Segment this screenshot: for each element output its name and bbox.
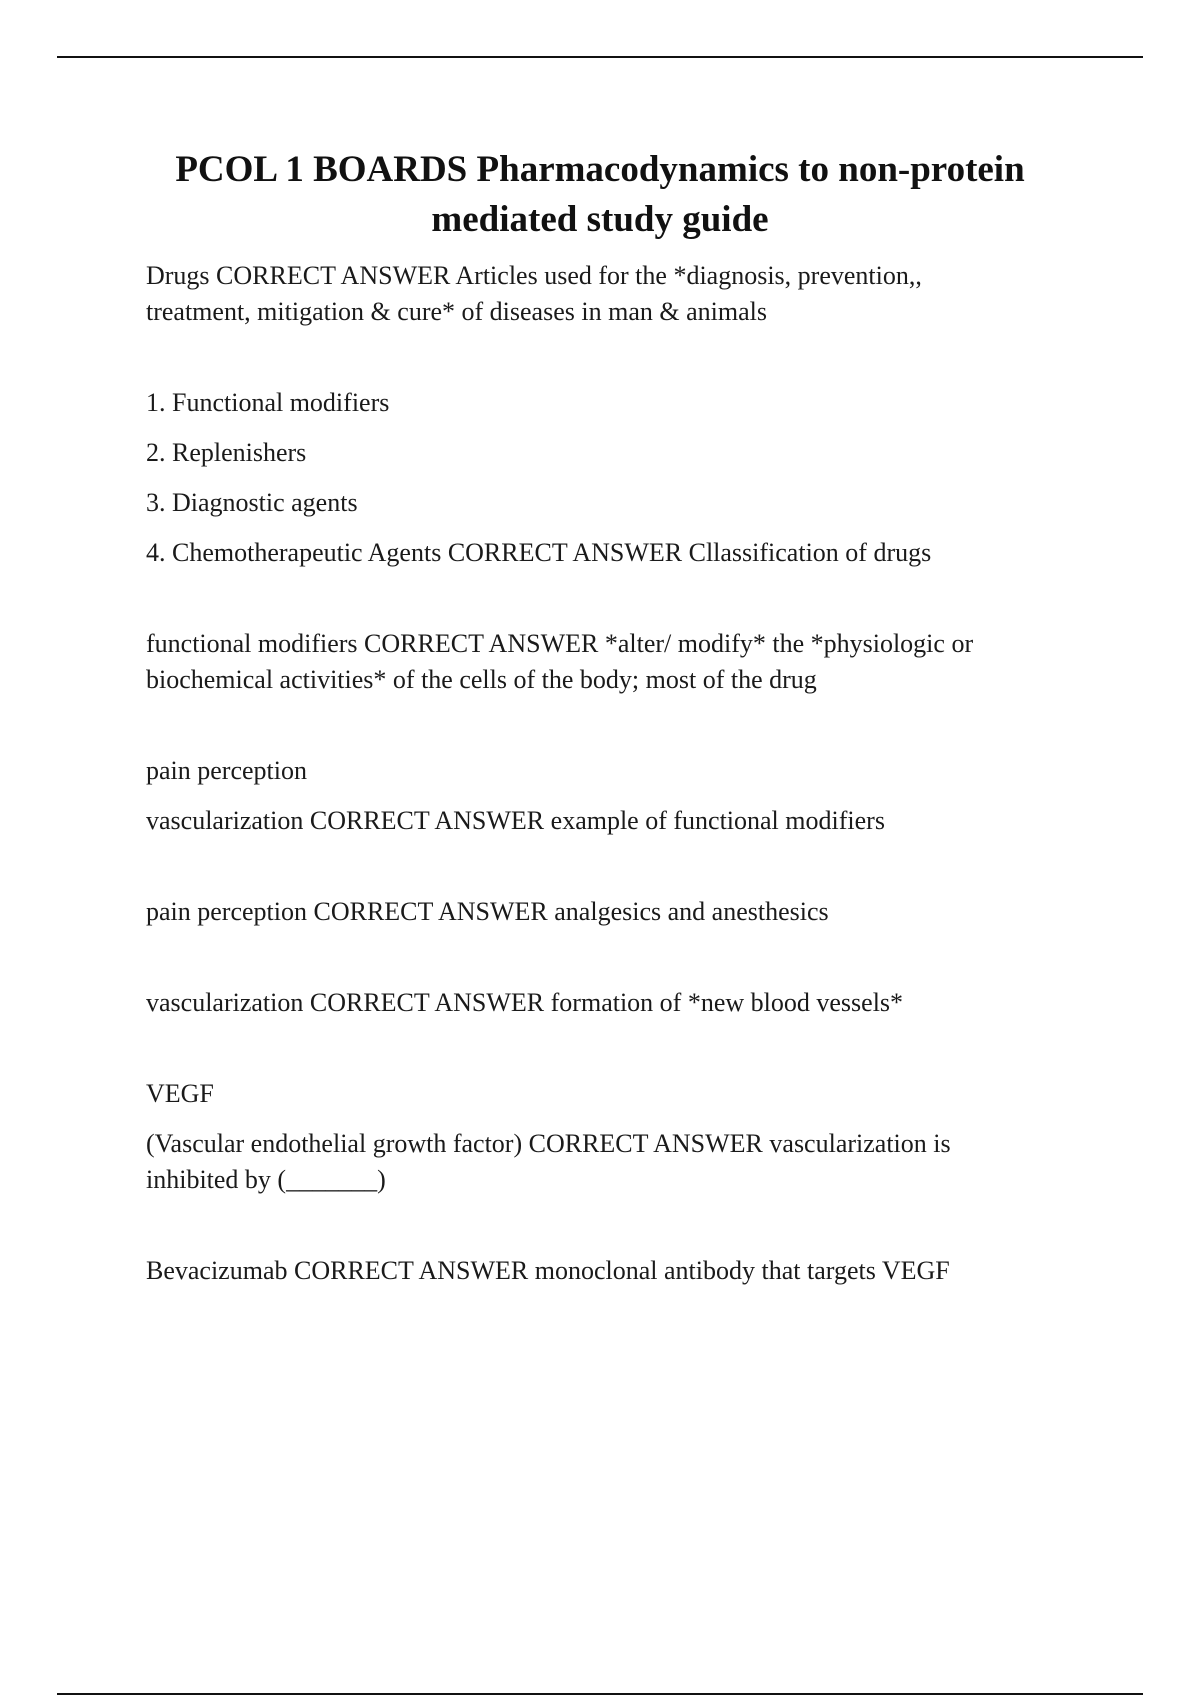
entry-bevacizumab [146,1253,1086,1289]
entry-text: (Vascular endothelial growth factor) CORRECT ANSWER vascularization is [146,1129,951,1158]
entry-text: treatment, mitigation & cure* of diseases in man & animals [146,297,767,326]
list-item: 3. Diagnostic agents [146,488,358,517]
list-item: 2. Replenishers [146,438,307,467]
document-body [146,258,1086,1289]
entry-text: functional modifiers CORRECT ANSWER *alter/ modify* the *physiologic or [146,629,974,658]
entry-drugs [146,258,1086,330]
entry-vascularization [146,985,1086,1021]
top-rule [57,56,1143,58]
entry-text: Drugs CORRECT ANSWER Articles used for the *diagnosis, prevention,, [146,261,922,290]
entry-text: Bevacizumab CORRECT ANSWER monoclonal antibody that targets VEGF [146,1256,950,1285]
title-line-2: mediated study guide [431,199,769,240]
page-title [100,145,1100,245]
entry-functional-modifiers [146,626,1086,698]
entry-text: vascularization CORRECT ANSWER formation of *new blood vessels* [146,988,904,1017]
entry-text: pain perception [146,756,307,785]
entry-text: VEGF [146,1079,214,1108]
entry-text: pain perception CORRECT ANSWER analgesics and anesthesics [146,897,829,926]
bottom-rule [57,1693,1143,1695]
entry-functional-modifier-examples [146,753,1086,839]
list-item: 4. Chemotherapeutic Agents CORRECT ANSWER Cllassification of drugs [146,538,932,567]
entry-pain-perception [146,894,1086,930]
title-line-1: PCOL 1 BOARDS Pharmacodynamics to non-protein [175,149,1025,190]
entry-text: vascularization CORRECT ANSWER example of functional modifiers [146,806,885,835]
list-item: 1. Functional modifiers [146,388,390,417]
entry-vegf [146,1076,1086,1198]
entry-text: biochemical activities* of the cells of the body; most of the drug [146,665,817,694]
entry-text: inhibited by (_______) [146,1165,386,1194]
entry-classification-list [146,385,1086,571]
